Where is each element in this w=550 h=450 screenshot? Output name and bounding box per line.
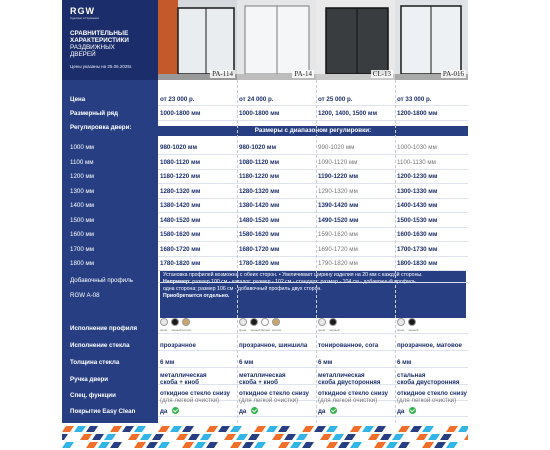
stripe-segment <box>422 426 434 432</box>
note-example-label: Например: <box>163 279 191 285</box>
stripe-segment <box>122 442 134 448</box>
row-divider <box>158 270 468 271</box>
stripe-segment <box>200 434 212 440</box>
stripe-segment <box>296 434 308 440</box>
stripe-segment <box>194 426 206 432</box>
title-line-2: ХАРАКТЕРИСТИКИ <box>70 37 129 44</box>
product-photo-1 <box>158 0 237 80</box>
finish-swatch-label: хром <box>160 328 167 332</box>
stripe-segment <box>428 434 440 440</box>
label-size-range: Размерный ряд <box>70 110 119 117</box>
label-size-7: 1600 мм <box>70 231 94 238</box>
stripe-segment <box>398 442 410 448</box>
price-value: от 25 000 р. <box>318 96 353 103</box>
adjust-size-value: 1600-1630 мм <box>397 231 438 238</box>
row-divider <box>158 256 468 257</box>
finish-swatch <box>261 318 269 326</box>
adjust-size-value: 1090-1120 мм <box>318 158 358 166</box>
stripe-segment <box>362 426 374 432</box>
adjust-size-value: 1500-1530 мм <box>397 216 438 224</box>
stripe-segment <box>182 442 194 448</box>
stripe-segment <box>386 426 398 432</box>
stripe-segment <box>278 442 290 448</box>
stripe-segment <box>440 434 452 440</box>
thickness-value: 6 мм <box>239 359 254 366</box>
check-icon <box>172 407 179 414</box>
model-label-4: PA-016 <box>442 70 464 78</box>
row-divider <box>158 350 468 351</box>
note-line-3: одна сторона; размер 106 см - добавочный профиль двух сторон. <box>163 286 322 292</box>
row-divider <box>158 416 468 417</box>
label-size-6: 1500 мм <box>70 216 94 224</box>
adjust-size-value: 1700-1730 мм <box>397 245 438 253</box>
thickness-value: 6 мм <box>397 359 412 366</box>
stripe-segment <box>62 434 68 440</box>
stripe-segment <box>332 434 344 440</box>
stripe-segment <box>242 442 254 448</box>
adjust-size-value: 1490-1520 мм <box>318 216 359 224</box>
stripe-segment <box>368 434 380 440</box>
adjust-size-value: 1100-1130 мм <box>397 158 436 166</box>
column-divider <box>316 80 317 423</box>
handle-value-line-2: скоба + кноб <box>160 379 199 386</box>
adjust-size-value: 990-1020 мм <box>318 144 355 151</box>
model-label-2: PA-14 <box>294 70 312 78</box>
row-divider <box>158 169 468 170</box>
special-value-line-1: откидное стекло снизу <box>397 390 467 397</box>
stripe-segment <box>212 434 224 440</box>
stripe-segment <box>266 442 278 448</box>
adjust-size-value: 1190-1220 мм <box>318 173 359 180</box>
special-value-line-2: (для легкой очистки) <box>318 397 378 404</box>
label-glass-thickness: Толщина стекла <box>70 359 120 366</box>
stripe-segment <box>146 442 158 448</box>
model-label-1: PA-114 <box>212 70 233 78</box>
stripe-segment <box>302 442 314 448</box>
stripe-segment <box>266 426 278 432</box>
label-price: Цена <box>70 96 86 103</box>
stripe-segment <box>314 426 326 432</box>
adjust-size-value: 1580-1620 мм <box>239 231 280 238</box>
finish-swatch-label: черный <box>171 328 182 332</box>
stripe-segment <box>170 426 182 432</box>
row-divider <box>158 154 468 155</box>
row-divider <box>158 282 468 283</box>
stripe-segment <box>170 442 182 448</box>
stripe-segment <box>410 426 422 432</box>
stripe-segment <box>248 434 260 440</box>
handle-value-line-1: металлическая <box>160 372 207 379</box>
finish-swatch-label: черный <box>408 328 419 332</box>
stripe-segment <box>74 426 86 432</box>
stripe-segment <box>254 426 266 432</box>
finish-swatch-label: хром <box>318 328 325 332</box>
handle-value-line-2: скоба двусторонняя <box>397 379 460 386</box>
stripe-segment <box>242 426 254 432</box>
stripe-segment <box>164 434 176 440</box>
finish-swatch <box>329 318 337 326</box>
adjust-size-value: 1390-1420 мм <box>318 202 359 209</box>
note-line-4: Приобретается отдельно. <box>163 293 230 299</box>
finish-swatch-label: хром <box>239 328 246 332</box>
stripe-segment <box>122 426 134 432</box>
label-size-2: 1100 мм <box>70 158 94 166</box>
brand-logo: RGW <box>70 6 95 16</box>
stripe-segment <box>290 442 302 448</box>
adjust-size-value: 1300-1330 мм <box>397 187 438 195</box>
product-photo-2 <box>237 0 316 80</box>
stripe-segment <box>434 426 446 432</box>
adjust-size-value: 1680-1720 мм <box>239 245 280 253</box>
stripe-segment <box>350 442 362 448</box>
finish-swatch-label: черный <box>329 328 340 332</box>
model-label-3: CL-13 <box>372 70 391 78</box>
stripe-segment <box>254 442 266 448</box>
stripe-segment <box>86 426 98 432</box>
special-value-line-2: (для легкой очистки) <box>239 397 299 404</box>
stripe-segment <box>140 434 152 440</box>
adjust-size-value: 1680-1720 мм <box>160 245 201 253</box>
shower-door-image-4 <box>395 0 468 80</box>
stripe-segment <box>194 442 206 448</box>
label-handle: Ручка двери <box>70 376 109 383</box>
stripe-segment <box>446 442 458 448</box>
finish-swatch <box>182 318 190 326</box>
note-line-2-text: размер 100 см - каталог: размер - 102 см - стандарт: размер - 104 см - добавочный профиль <box>190 279 416 285</box>
stripe-segment <box>92 434 104 440</box>
easy-clean-value: да <box>397 408 405 415</box>
stripe-segment <box>116 434 128 440</box>
finish-swatch <box>250 318 258 326</box>
adjust-size-value: 1780-1820 мм <box>239 260 280 267</box>
stripe-segment <box>374 426 386 432</box>
stripe-segment <box>80 434 92 440</box>
row-divider <box>158 333 468 334</box>
label-adjust: Регулировка двери: <box>70 124 132 131</box>
stripe-segment <box>128 434 140 440</box>
price-value: от 24 000 р. <box>239 96 274 103</box>
easy-clean-value: да <box>318 408 326 415</box>
stripe-segment <box>308 434 320 440</box>
adjust-size-value: 1180-1220 мм <box>239 173 280 180</box>
stripe-segment <box>68 434 80 440</box>
stripe-segment <box>134 442 146 448</box>
price-date-note: Цены указаны на 25.06.2025г. <box>70 64 133 69</box>
label-easy-clean: Покрытие Easy Clean <box>70 408 136 415</box>
row-divider <box>158 198 468 199</box>
subtitle-line-1: РАЗДВИЖНЫХ <box>70 44 115 51</box>
handle-value-line-2: скоба двусторонняя <box>318 379 381 386</box>
check-icon <box>330 407 337 414</box>
stripe-segment <box>326 442 338 448</box>
stripe-segment <box>98 426 110 432</box>
stripe-segment <box>134 426 146 432</box>
row-divider <box>158 212 468 213</box>
size-range-value: 1200, 1400, 1500 мм <box>318 110 378 117</box>
size-range-value: 1000-1800 мм <box>239 110 280 117</box>
row-divider <box>158 241 468 242</box>
adjust-size-value: 1480-1520 мм <box>160 216 201 224</box>
note-line-1: Установка профилей возможна с обеих сторон. • Увеличивает ширину изделия на 20 мм с каждой стороны. <box>163 272 423 278</box>
row-divider <box>158 183 468 184</box>
stripe-segment <box>236 434 248 440</box>
glass-value: тонированное, сога <box>318 342 379 349</box>
stripe-segment <box>272 434 284 440</box>
adjust-size-value: 1780-1820 мм <box>160 260 201 267</box>
stripe-segment <box>362 442 374 448</box>
adjust-size-value: 1380-1420 мм <box>239 202 280 209</box>
stripe-segment <box>338 426 350 432</box>
special-value-line-2: (для легкой очистки) <box>397 397 457 404</box>
glass-value: прозрачное <box>160 342 196 349</box>
easy-clean-value: да <box>160 408 168 415</box>
brand-tagline: Сделано в Германии <box>70 16 99 20</box>
label-size-3: 1200 мм <box>70 173 94 180</box>
stripe-segment <box>344 434 356 440</box>
adjust-size-value: 1800-1830 мм <box>397 260 438 267</box>
adjust-size-value: 1400-1430 мм <box>397 202 438 209</box>
finish-swatch <box>171 318 179 326</box>
check-icon <box>409 407 416 414</box>
stripe-segment <box>74 442 86 448</box>
adjust-size-value: 1280-1320 мм <box>160 187 201 195</box>
adjust-size-value: 1290-1320 мм <box>318 187 358 195</box>
profile-note <box>160 270 466 318</box>
stripe-segment <box>314 442 326 448</box>
stripe-segment <box>278 426 290 432</box>
stripe-segment <box>416 434 428 440</box>
stripe-segment <box>230 442 242 448</box>
decorative-stripes <box>62 423 468 450</box>
thickness-value: 6 мм <box>160 359 175 366</box>
stripe-segment <box>98 442 110 448</box>
adjust-size-value: 1590-1620 мм <box>318 231 358 238</box>
row-divider <box>158 105 468 106</box>
stripe-segment <box>152 434 164 440</box>
finish-swatch <box>318 318 326 326</box>
finish-swatch <box>160 318 168 326</box>
finish-swatch <box>272 318 280 326</box>
finish-swatch-label: хром <box>397 328 404 332</box>
stripe-segment <box>410 442 422 448</box>
title-line-1: СРАВНИТЕЛЬНЫЕ <box>70 30 129 37</box>
special-value-line-2: (для легкой очистки) <box>160 397 220 404</box>
adjust-size-value: 1180-1220 мм <box>160 173 201 180</box>
finish-swatch-label: золото <box>272 328 282 332</box>
stripe-segment <box>398 426 410 432</box>
stripe-segment <box>206 442 218 448</box>
product-photo-3 <box>316 0 395 80</box>
stripe-segment <box>62 442 74 448</box>
stripe-segment <box>224 434 236 440</box>
stripe-segment <box>338 442 350 448</box>
stripe-segment <box>386 442 398 448</box>
brand-header <box>62 0 158 80</box>
stripe-segment <box>146 426 158 432</box>
stripe-segment <box>62 426 74 432</box>
size-range-value: 1000-1800 мм <box>160 110 201 117</box>
row-divider <box>158 367 468 368</box>
stripe-segment <box>158 442 170 448</box>
adjust-size-value: 1790-1820 мм <box>318 260 358 267</box>
adjust-size-value: 1000-1030 мм <box>397 144 437 151</box>
stripe-segment <box>392 434 404 440</box>
handle-value-line-1: стальная <box>397 372 426 379</box>
stripe-segment <box>350 426 362 432</box>
stripe-segment <box>158 426 170 432</box>
label-size-9: 1800 мм <box>70 260 94 267</box>
label-size-5: 1400 мм <box>70 202 94 209</box>
stripe-segment <box>404 434 416 440</box>
stripe-segment <box>302 426 314 432</box>
label-profile-add: Добавочный профиль <box>70 277 133 284</box>
handle-value-line-1: металлическая <box>239 372 286 379</box>
glass-value: прозрачное, матовое <box>397 342 462 349</box>
stripe-segment <box>104 434 116 440</box>
finish-swatch <box>239 318 247 326</box>
stripe-segment <box>434 442 446 448</box>
shower-door-image-1 <box>158 0 237 80</box>
stripe-segment <box>452 434 464 440</box>
label-size-4: 1300 мм <box>70 187 94 195</box>
label-special: Спец. функции <box>70 392 116 399</box>
shower-door-image-2 <box>237 0 316 80</box>
price-value: от 33 000 р. <box>397 96 432 103</box>
label-size-1: 1000 мм <box>70 144 94 151</box>
adjust-size-value: 1690-1720 мм <box>318 245 358 253</box>
glass-value: прозрачное, шиншила <box>239 342 308 349</box>
easy-clean-value: да <box>239 408 247 415</box>
label-size-8: 1700 мм <box>70 245 94 253</box>
stripe-segment <box>422 442 434 448</box>
stripe-segment <box>182 426 194 432</box>
adjust-size-value: 1280-1320 мм <box>239 187 280 195</box>
stripe-segment <box>458 442 468 448</box>
adjust-size-value: 980-1020 мм <box>239 144 277 151</box>
thickness-value: 6 мм <box>318 359 333 366</box>
special-value-line-1: откидное стекло снизу <box>318 390 388 397</box>
stripe-segment <box>320 434 332 440</box>
check-icon <box>251 407 258 414</box>
stripe-segment <box>374 442 386 448</box>
stripe-segment <box>218 442 230 448</box>
finish-swatch-label: белый <box>261 328 270 332</box>
label-glass-finish: Исполнение стекла <box>70 342 130 349</box>
finish-swatch <box>408 318 416 326</box>
stripe-segment <box>188 434 200 440</box>
stripe-segment <box>380 434 392 440</box>
row-divider <box>158 227 468 228</box>
stripe-segment <box>206 426 218 432</box>
stripe-segment <box>458 426 468 432</box>
stripe-segment <box>176 434 188 440</box>
handle-value-line-2: скоба + кноб <box>239 379 278 386</box>
finish-swatch <box>397 318 405 326</box>
stripe-segment <box>326 426 338 432</box>
stripe-segment <box>218 426 230 432</box>
stripe-segment <box>356 434 368 440</box>
row-divider <box>158 120 468 121</box>
handle-value-line-1: металлическая <box>318 372 365 379</box>
product-photo-4 <box>395 0 468 80</box>
subtitle-line-2: ДВЕРЕЙ <box>70 51 96 58</box>
stripe-segment <box>464 434 468 440</box>
price-value: от 23 000 р. <box>160 96 195 103</box>
adjust-size-value: 1480-1520 мм <box>239 216 280 224</box>
stripe-segment <box>110 426 122 432</box>
adjust-size-value: 1200-1230 мм <box>397 173 438 180</box>
stripe-segment <box>290 426 302 432</box>
adjust-size-value: 1380-1420 мм <box>160 202 201 209</box>
size-range-value: 1200-1800 мм <box>397 110 438 117</box>
special-value-line-1: откидное стекло снизу <box>160 390 230 397</box>
label-profile-finish: Исполнение профиля <box>70 325 138 332</box>
finish-swatch-label: черный <box>250 328 261 332</box>
stripe-segment <box>230 426 242 432</box>
adjust-size-value: 1580-1620 мм <box>160 231 201 238</box>
column-divider <box>395 80 396 423</box>
adjust-size-value: 980-1020 мм <box>160 144 198 151</box>
adjust-banner: Размеры с диапазоном регулировки: <box>158 126 468 136</box>
shower-door-image-3 <box>316 0 395 80</box>
stripe-segment <box>86 442 98 448</box>
stripe-segment <box>260 434 272 440</box>
special-value-line-1: откидное стекло снизу <box>239 390 309 397</box>
stripe-segment <box>284 434 296 440</box>
column-divider <box>237 80 238 423</box>
label-profile-code: RGW A-08 <box>70 292 100 299</box>
stripe-segment <box>110 442 122 448</box>
adjust-size-value: 1080-1120 мм <box>160 158 201 166</box>
stripe-segment <box>446 426 458 432</box>
adjust-size-value: 1080-1120 мм <box>239 158 280 166</box>
finish-swatch-label: золото <box>182 328 192 332</box>
